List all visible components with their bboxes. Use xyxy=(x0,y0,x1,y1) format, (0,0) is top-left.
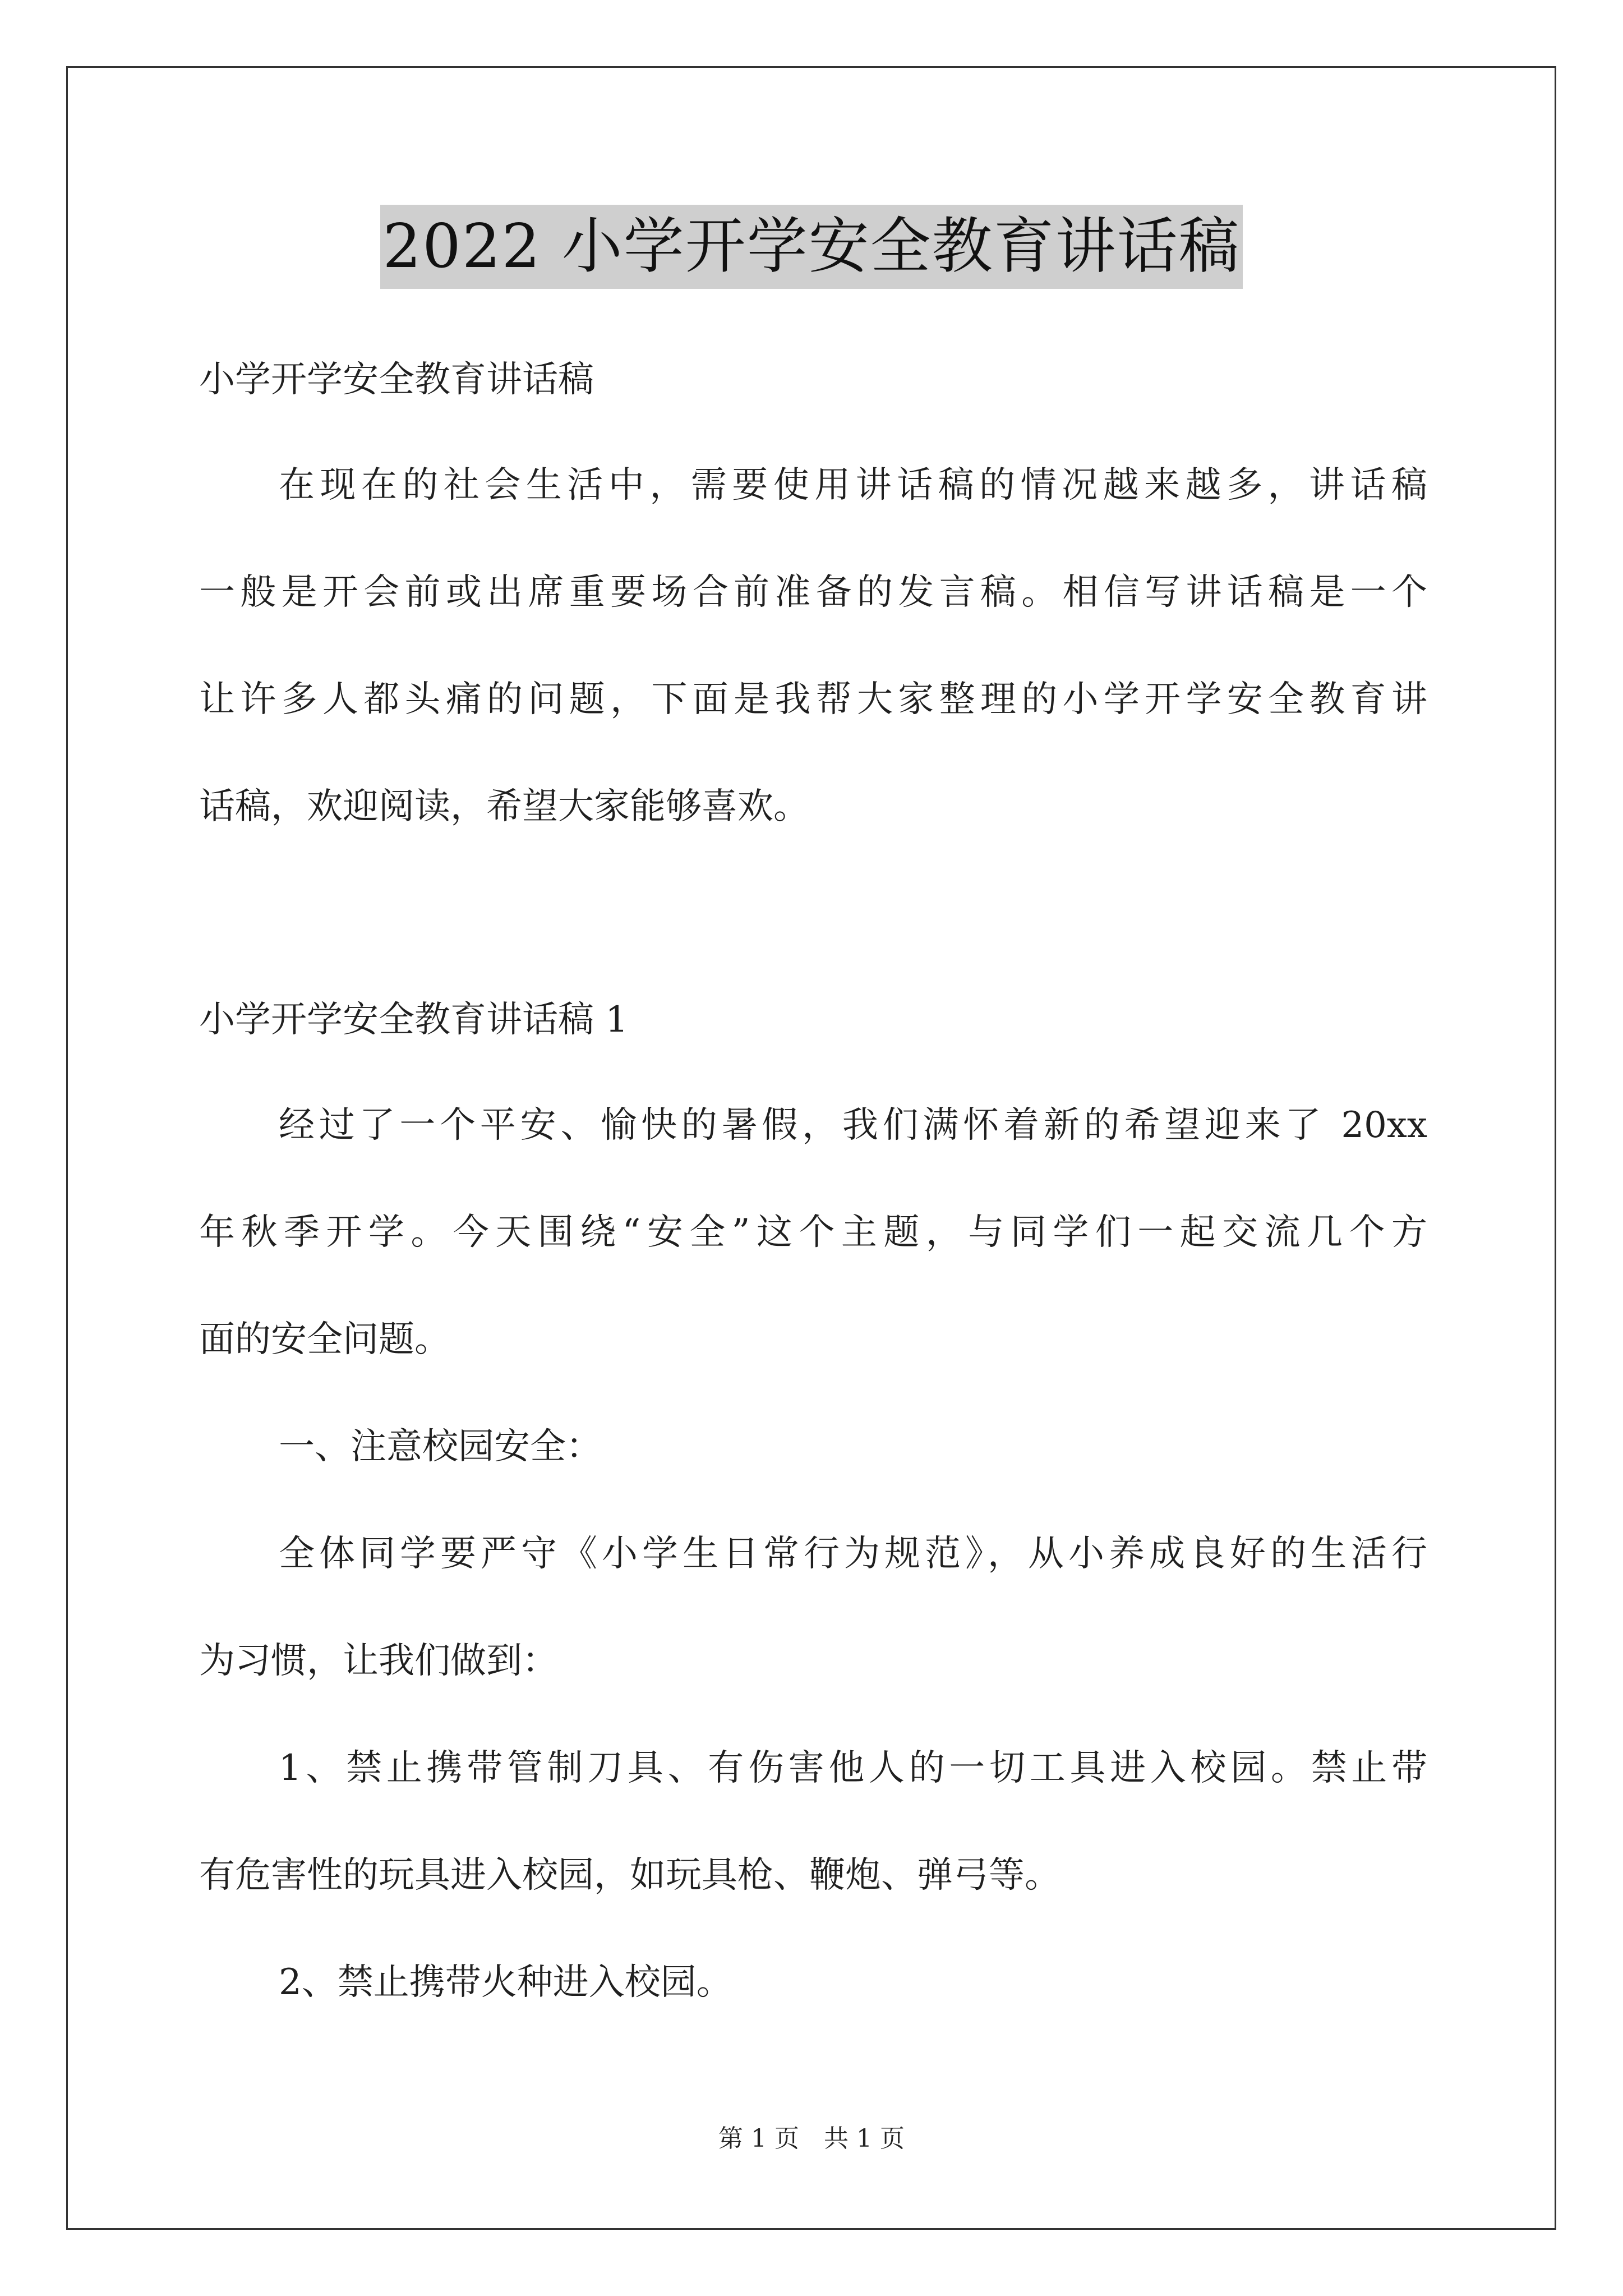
section-heading: 小学开学安全教育讲话稿 xyxy=(199,359,594,401)
document-title: 2022 小学开学安全教育讲话稿 xyxy=(380,205,1242,289)
paragraph-line: 让许多人都头痛的问题，下面是我帮大家整理的小学开学安全教育讲 xyxy=(199,679,1427,720)
paragraph-line: 一般是开会前或出席重要场合前准备的发言稿。相信写讲话稿是一个 xyxy=(199,572,1427,613)
paragraph-line: 在现在的社会生活中，需要使用讲话稿的情况越来越多，讲话稿 xyxy=(279,464,1427,506)
paragraph-line: 经过了一个平安、愉快的暑假，我们满怀着新的希望迎来了 20xx xyxy=(279,1105,1427,1146)
subsection-heading: 一、注意校园安全： xyxy=(279,1426,602,1467)
paragraph-line: 为习惯，让我们做到： xyxy=(199,1640,558,1682)
list-item-line: 1、禁止携带管制刀具、有伤害他人的一切工具进入校园。禁止带 xyxy=(279,1747,1427,1789)
page-footer: 第 1 页 共 1 页 xyxy=(718,2124,905,2153)
paragraph-line: 全体同学要严守《小学生日常行为规范》，从小养成良好的生活行 xyxy=(279,1533,1427,1575)
paragraph-line: 话稿，欢迎阅读，希望大家能够喜欢。 xyxy=(199,786,809,827)
section-heading: 小学开学安全教育讲话稿 1 xyxy=(199,999,629,1041)
paragraph-line: 年秋季开学。今天围绕“安全”这个主题，与同学们一起交流几个方 xyxy=(199,1212,1427,1253)
list-item-line: 2、禁止携带火种进入校园。 xyxy=(279,1962,732,2003)
list-item-line: 有危害性的玩具进入校园，如玩具枪、鞭炮、弹弓等。 xyxy=(199,1855,1061,1896)
paragraph-line: 面的安全问题。 xyxy=(199,1319,450,1360)
title-container xyxy=(0,205,1623,289)
